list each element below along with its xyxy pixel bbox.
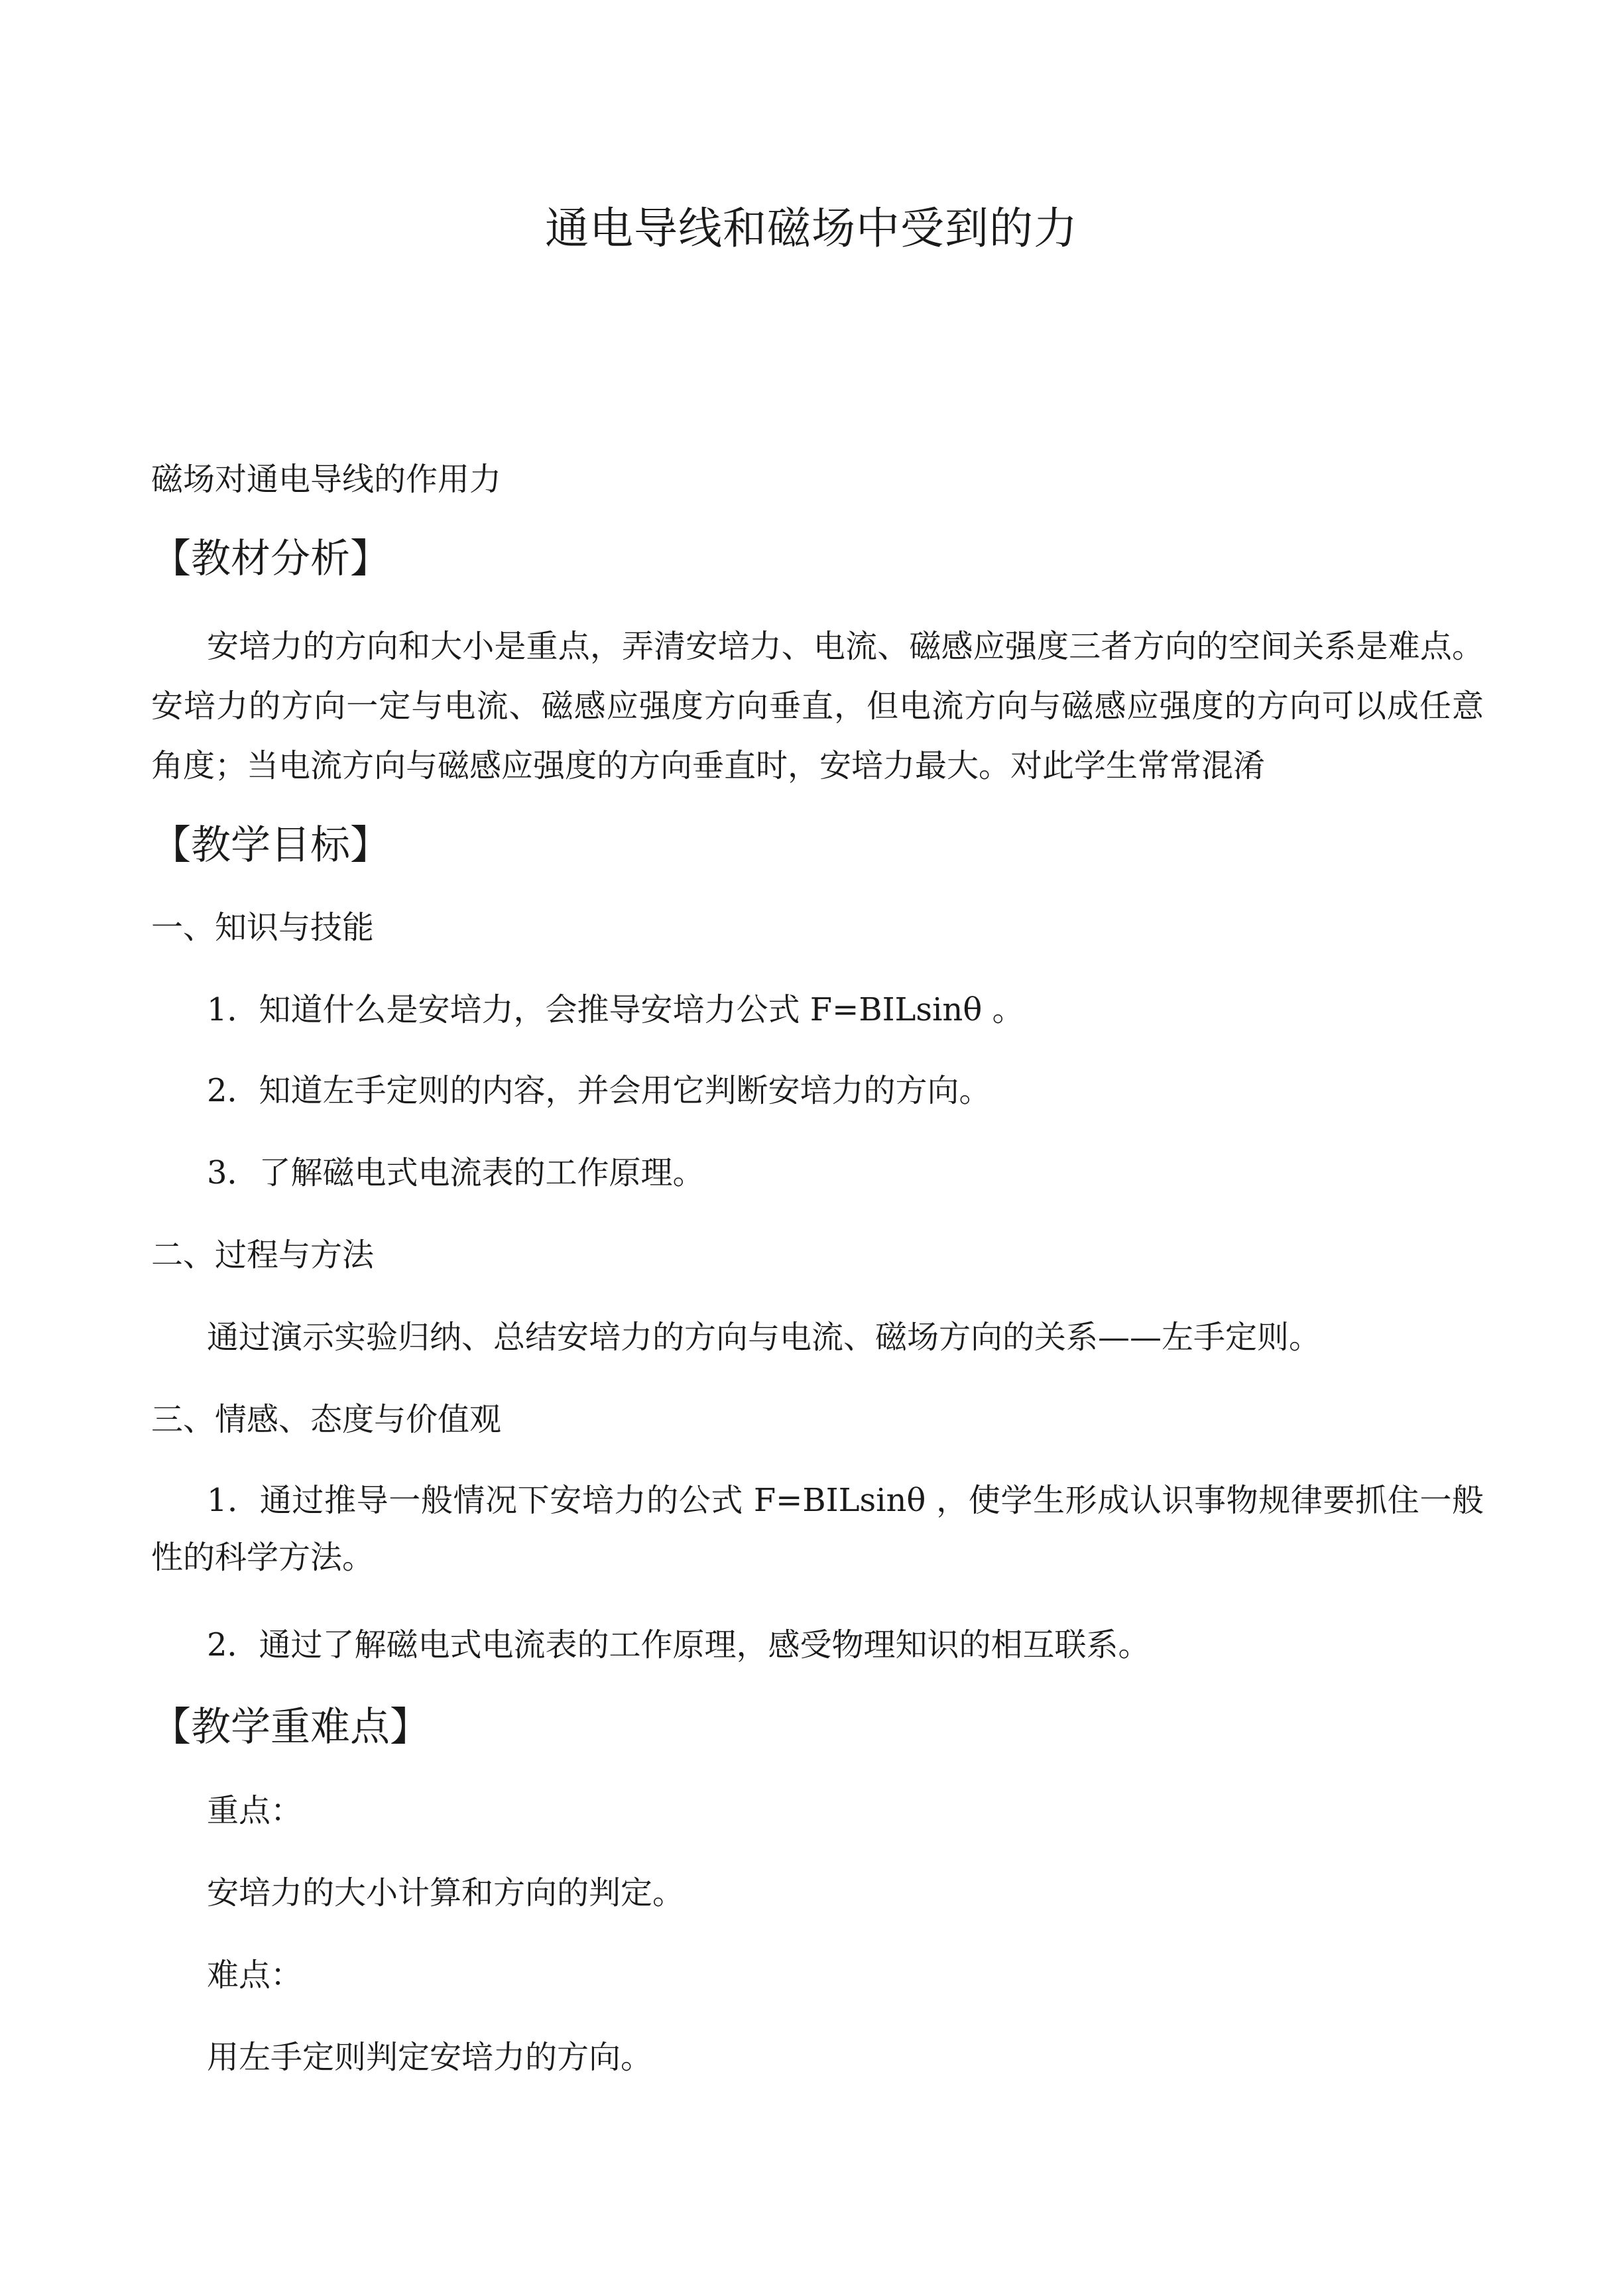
goals-part3-item-1: 1．通过推导一般情况下安培力的公式 F=BILsinθ ，使学生形成认识事物规律要抓住一般性的科学方法。 [151,1482,1484,1576]
goals-part2-item-1: 通过演示实验归纳、总结安培力的方向与电流、磁场方向的关系——左手定则。 [207,1319,1321,1356]
analysis-paragraph: 安培力的方向和大小是重点，弄清安培力、电流、磁感应强度三者方向的空间关系是难点。安培力的方向一定与电流、磁感应强度方向垂直，但电流方向与磁感应强度的方向可以成任意角度；当电流方向与磁感应强度的方向垂直时，安培力最大。对此学生常常混淆 [151,628,1484,784]
goals-part1-item-2: 2．知道左手定则的内容，并会用它判断安培力的方向。 [207,1072,991,1109]
keypoints-focus-text: 安培力的大小计算和方向的判定。 [207,1874,685,1911]
goals-part1-item-1: 1．知道什么是安培力，会推导安培力公式 F=BILsinθ 。 [207,991,1024,1028]
goals-part1-item-3: 3．了解磁电式电流表的工作原理。 [207,1154,705,1191]
heading-goals: 【教学目标】 [151,822,390,869]
document-title: 通电导线和磁场中受到的力 [545,203,1078,254]
keypoints-difficulty-text: 用左手定则判定安培力的方向。 [207,2039,653,2076]
heading-keypoints: 【教学重难点】 [151,1704,430,1750]
goals-part3-heading: 三、情感、态度与价值观 [151,1401,502,1438]
goals-part3-item-2: 2．通过了解磁电式电流表的工作原理，感受物理知识的相互联系。 [207,1626,1150,1663]
goals-part2-heading: 二、过程与方法 [151,1237,375,1274]
keypoints-difficulty-label: 难点： [207,1957,303,1994]
heading-analysis: 【教材分析】 [151,536,390,582]
goals-part1-heading: 一、知识与技能 [151,909,375,946]
keypoints-focus-label: 重点： [207,1792,303,1829]
document-subtitle: 磁场对通电导线的作用力 [151,461,502,498]
